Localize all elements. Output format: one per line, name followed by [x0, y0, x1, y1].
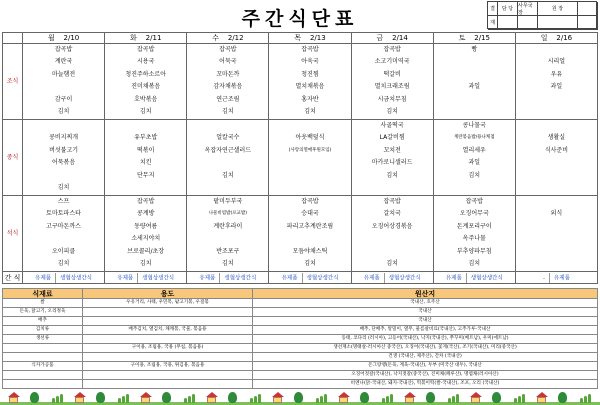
snack-item: 생협상생간식	[142, 275, 175, 281]
menu-item: 마늘햄전	[51, 70, 76, 78]
menu-item: 우유	[550, 70, 563, 78]
approval-sign	[498, 16, 518, 30]
approval-manager: 사무국장	[518, 2, 538, 16]
origin-source: 비엔나(닭-국내산, 돼지-국내산), 떡볶이떡(쌀-국내산), 조포, 오리 (국내산)	[253, 380, 598, 389]
origin-usage	[83, 353, 253, 362]
grass-icon	[254, 396, 257, 403]
tree-icon	[294, 392, 303, 403]
origin-usage: 구이용, 조림용, 국용 (무침, 볶음용)	[83, 344, 253, 353]
grass-icon	[126, 394, 129, 403]
origin-usage	[83, 317, 253, 326]
snack-cell	[269, 272, 351, 284]
menu-item: 계란국	[54, 58, 73, 66]
menu-item: 옥주나물	[462, 235, 486, 243]
tree-icon	[228, 392, 237, 403]
grass-icon	[514, 398, 517, 403]
grass-icon	[522, 394, 525, 403]
origin-source: 돈그랑땡(돈육, 계육-국내산), 두부 (미국산 대두), 국내산	[253, 362, 598, 371]
snack-item: 생협상생간식	[388, 275, 421, 281]
origin-ingredient: 돈육, 닭고기, 오리정육	[3, 308, 83, 317]
origin-header-usage: 용도	[83, 289, 253, 299]
house-icon	[338, 392, 349, 402]
menu-item: 유부초밥	[134, 134, 158, 142]
grass-icon	[382, 398, 385, 403]
grass-icon	[588, 394, 591, 403]
house-icon	[536, 392, 547, 402]
menu-item: 김치	[139, 107, 152, 115]
dinner-cell	[105, 196, 187, 272]
approval-sign	[578, 16, 598, 30]
origin-ingredient: 김치류	[3, 326, 83, 335]
day-header: 토 2/15	[433, 33, 515, 44]
menu-item: 콩나물국	[462, 122, 486, 129]
origin-ingredient	[3, 344, 83, 353]
snack-item: 생협상생간식	[470, 275, 503, 281]
menu-item	[516, 157, 597, 169]
menu-item: 모듬야채스틱	[292, 247, 328, 255]
menu-item	[269, 182, 350, 194]
origin-row	[3, 344, 598, 353]
menu-item: 떡갈비	[383, 70, 401, 78]
origin-header-row	[3, 289, 598, 299]
tree-icon	[492, 392, 501, 403]
menu-item: 마카로니샐러드	[371, 159, 413, 167]
menu-item	[269, 233, 350, 245]
decorative-village-strip	[0, 381, 600, 405]
dinner-cell	[23, 196, 105, 272]
menu-item: 김치	[304, 259, 316, 267]
menu-item: 시금치무침	[377, 95, 407, 103]
origin-usage: 배추김치, 열김치, 채깨볶, 국물, 볶음용	[83, 326, 253, 335]
menu-table	[2, 32, 598, 284]
menu-item: 김치	[468, 259, 481, 267]
menu-item: 고구마돈까스	[46, 222, 81, 230]
origin-row	[3, 299, 598, 308]
origin-row	[3, 308, 598, 317]
menu-item: 김치	[222, 259, 234, 267]
snack-divider	[55, 273, 56, 283]
menu-item: 감자채볶음	[213, 83, 243, 91]
menu-item	[23, 170, 104, 182]
origin-ingredient: 식자가공품	[3, 362, 83, 371]
menu-item	[516, 44, 597, 56]
dinner-cell	[433, 196, 515, 272]
menu-item: 계란후라이	[213, 222, 243, 230]
grass-icon	[56, 396, 59, 403]
origin-source: 생선재소(명태살-러시아산 중국산), 오징어(국내산), 꽃게(국산), 조기(국내산), 미리(중국산)	[253, 344, 598, 353]
menu-item: LA갈비찜	[379, 134, 405, 142]
snack-item: 유제품	[117, 275, 134, 281]
approval-extra	[578, 2, 598, 16]
grass-icon	[122, 396, 125, 403]
house-icon	[272, 392, 283, 402]
snack-divider	[384, 273, 385, 283]
menu-item	[187, 182, 268, 194]
menu-item: 홍자반	[301, 95, 319, 103]
snack-item: 유제품	[199, 275, 216, 281]
menu-item: 진미채볶음	[131, 83, 161, 91]
menu-item	[516, 170, 597, 182]
lunch-cell	[433, 120, 515, 196]
menu-item: 돈계포리구이	[456, 222, 492, 230]
menu-item	[516, 246, 597, 258]
menu-item: 떡볶이	[137, 146, 155, 154]
house-icon	[8, 392, 19, 402]
day-header: 목 2/13	[269, 33, 351, 44]
snack-divider	[302, 273, 303, 283]
origin-usage: 우유거리, 사태, 우민복, 팥고기볶, 우질볶	[83, 299, 253, 308]
meal-label-lunch: 중식	[3, 120, 23, 196]
menu-item: 김치	[57, 107, 70, 115]
menu-item: 브로콜리/초장	[127, 247, 165, 255]
menu-item: 단무지	[137, 171, 155, 179]
approval-box	[487, 1, 597, 29]
menu-item: 갈치국	[383, 210, 401, 218]
house-icon	[404, 392, 415, 402]
house-icon	[140, 392, 151, 402]
menu-item: 옥잡자연근샐러드	[204, 146, 252, 154]
grass-icon	[386, 396, 389, 403]
breakfast-cell	[269, 44, 351, 120]
menu-item: 파리고추계란조림	[286, 222, 334, 230]
menu-item: 콩계방	[137, 210, 155, 218]
menu-item: 잡곡밥	[54, 46, 73, 53]
menu-item: 김치	[222, 107, 234, 115]
snack-cell	[433, 272, 515, 284]
house-icon	[74, 392, 85, 402]
menu-item: 청진주하소르아	[125, 70, 166, 78]
grass-icon	[518, 396, 521, 403]
dinner-cell	[187, 196, 269, 272]
menu-item	[434, 69, 515, 81]
menu-item: 오이피클	[51, 247, 76, 255]
approval-label-2: 재	[488, 16, 498, 30]
menu-item: 동량여름	[134, 222, 158, 230]
menu-item: 과일	[468, 159, 481, 167]
grass-icon	[456, 394, 459, 403]
origin-source: 건생 (국내산, 제주산), 간차 (국내산)	[253, 353, 598, 362]
menu-item: 열리세우	[462, 146, 486, 154]
menu-item	[516, 120, 597, 132]
origin-usage	[83, 308, 253, 317]
meal-label-breakfast: 조식	[3, 44, 23, 120]
menu-item: 과일	[468, 83, 481, 91]
menu-item: 소고기미역국	[374, 58, 410, 66]
menu-item: 소세지야치	[131, 235, 161, 243]
dinner-cell	[515, 196, 597, 272]
lunch-cell	[187, 120, 269, 196]
menu-item: 나물비빔밥(포교밥)	[208, 211, 247, 217]
approval-staff: 담 당	[498, 2, 518, 16]
snack-row	[3, 272, 598, 284]
origin-usage: 구이용, 조림용, 국용, 튀김용, 볶음용	[83, 362, 253, 371]
lunch-cell	[23, 120, 105, 196]
menu-item: 김치	[57, 259, 70, 267]
tree-icon	[360, 392, 369, 403]
menu-item: 반조포구	[216, 247, 240, 255]
origin-row	[3, 353, 598, 362]
menu-item	[23, 120, 104, 132]
grass-icon	[52, 398, 55, 403]
menu-item	[105, 120, 186, 132]
lunch-cell	[105, 120, 187, 196]
snack-item: 생협상생간식	[306, 275, 339, 281]
menu-item: 김치	[386, 107, 398, 115]
menu-item: 김치	[386, 171, 398, 179]
menu-item: 승대국	[301, 210, 319, 218]
menu-item: 팥미두부국	[213, 198, 243, 205]
origin-usage	[83, 335, 253, 344]
snack-item: 유제품	[445, 275, 462, 281]
snack-item: 유제품	[35, 275, 52, 281]
snack-cell	[351, 272, 433, 284]
snack-divider	[549, 273, 550, 283]
menu-item	[187, 233, 268, 245]
snack-item: -	[542, 275, 545, 281]
menu-item: 외식	[550, 210, 563, 218]
origin-source: 국내산	[253, 317, 598, 326]
menu-item	[23, 233, 104, 245]
menu-item: 토마토파스타	[46, 210, 81, 218]
tree-icon	[162, 392, 171, 403]
menu-item	[23, 81, 104, 93]
grass-icon	[390, 394, 393, 403]
menu-item: 잡곡밥	[137, 46, 155, 53]
breakfast-cell	[105, 44, 187, 120]
origin-usage	[83, 371, 253, 380]
tree-icon	[30, 392, 39, 403]
menu-item	[352, 182, 433, 194]
menu-item: 시리얼	[547, 58, 566, 66]
menu-item: 김치	[57, 183, 70, 191]
grass-icon	[452, 396, 455, 403]
origin-source: 동태, 코다리 (러시아), 고등어(국내산), 낙지(국내산), 쭈꾸미(베트남), 우미(에트남)	[253, 335, 598, 344]
lunch-row	[3, 120, 598, 196]
meal-label-snack: 간 식	[3, 272, 23, 284]
menu-item	[269, 170, 350, 182]
menu-item: 식사준비	[544, 146, 569, 154]
menu-item	[516, 196, 597, 208]
lunch-cell	[515, 120, 597, 196]
menu-item: 치킨	[139, 159, 152, 167]
menu-item: 아웃백덮식	[295, 134, 325, 142]
menu-item: 시용국	[137, 58, 155, 66]
menu-item	[516, 233, 597, 245]
origin-row	[3, 326, 598, 335]
house-icon	[470, 392, 481, 402]
menu-item: 콩비지찌개	[49, 134, 79, 142]
menu-item	[187, 157, 268, 169]
day-header: 금 2/14	[351, 33, 433, 44]
origin-row	[3, 317, 598, 326]
origin-ingredient	[3, 353, 83, 362]
menu-item: 계란볶음밥/용나케첩	[453, 135, 495, 141]
lunch-cell	[269, 120, 351, 196]
menu-item: 멸치채볶음	[295, 83, 325, 91]
snack-item: 유제품	[281, 275, 298, 281]
menu-item: 김치	[386, 259, 398, 267]
menu-item: 얼칼국수	[216, 134, 240, 142]
snack-item: 유제품	[363, 275, 380, 281]
menu-item: 부추양파무침	[456, 247, 492, 255]
menu-item: (사랑의열매후원모임)	[288, 147, 332, 153]
origin-ingredient: 생선류	[3, 335, 83, 344]
origin-source: 오징어젓갈(국내산), 낙지젓갈(중국산), 진미채(페루산), 명엽채(러시아산)	[253, 371, 598, 380]
grass-icon	[258, 394, 261, 403]
breakfast-cell	[515, 44, 597, 120]
menu-item: 김치	[468, 171, 481, 179]
menu-item: 버섯불고기	[49, 146, 79, 154]
grass-icon	[250, 398, 253, 403]
dinner-cell	[269, 196, 351, 272]
menu-item: 잡곡밥	[137, 198, 155, 205]
lunch-cell	[351, 120, 433, 196]
menu-item: 청진찜	[301, 70, 319, 78]
grass-icon	[580, 398, 583, 403]
menu-item: 과일	[550, 83, 563, 91]
origin-row	[3, 335, 598, 344]
origin-row	[3, 371, 598, 380]
breakfast-row	[3, 44, 598, 120]
breakfast-cell	[433, 44, 515, 120]
snack-cell	[187, 272, 269, 284]
snack-divider	[466, 273, 467, 283]
tree-icon	[96, 392, 105, 403]
menu-item: 김치	[304, 107, 316, 115]
menu-item: 잡곡밥	[219, 46, 237, 53]
origin-source: 국내산	[253, 308, 598, 317]
menu-item	[516, 258, 597, 270]
snack-cell	[23, 272, 105, 284]
breakfast-cell	[351, 44, 433, 120]
snack-item: 생협상생간식	[224, 275, 257, 281]
snack-divider	[137, 273, 138, 283]
menu-item: 어묵국	[219, 58, 237, 66]
origin-ingredient: 배추	[3, 317, 83, 326]
page-title: 주간식단표	[241, 8, 359, 30]
origin-table	[2, 288, 598, 389]
tree-icon	[426, 392, 435, 403]
origin-source: 배추, 단배추, 알밀이, 열무, 물름살비료(국내산), 고추가루-국내산	[253, 326, 598, 335]
menu-item: 오징어무국	[459, 210, 489, 218]
origin-source: 국내산, 호주산	[253, 299, 598, 308]
grass-icon	[324, 394, 327, 403]
snack-divider	[219, 273, 220, 283]
approval-label: 결	[488, 2, 498, 16]
menu-item: 김치	[139, 259, 152, 267]
menu-item	[187, 120, 268, 132]
origin-ingredient	[3, 371, 83, 380]
menu-item: 사골떡국	[380, 122, 404, 129]
origin-ingredient: 쌀	[3, 299, 83, 308]
breakfast-cell	[187, 44, 269, 120]
menu-item	[105, 182, 186, 194]
menu-item: 꼬치전	[383, 146, 401, 154]
grass-icon	[316, 398, 319, 403]
day-header: 일 2/16	[515, 33, 597, 44]
menu-item: 잡곡밥	[301, 198, 319, 205]
grass-icon	[320, 396, 323, 403]
menu-item: 잡곡밥	[383, 46, 401, 53]
menu-item	[434, 182, 515, 194]
dinner-row	[3, 196, 598, 272]
approval-sign	[538, 16, 578, 30]
menu-item: 김치	[222, 171, 234, 179]
origin-header-origin: 원산지	[253, 289, 598, 299]
menu-item	[352, 233, 433, 245]
menu-item: 감구이	[54, 95, 73, 103]
day-header: 화 2/11	[105, 33, 187, 44]
menu-item: 아욱국	[301, 58, 319, 66]
menu-item: 빵	[471, 46, 478, 53]
menu-item: 오징어상경볶음	[371, 222, 413, 230]
menu-item: 꼬마돈까	[216, 70, 240, 78]
approval-sign	[518, 16, 538, 30]
dinner-cell	[351, 196, 433, 272]
menu-item	[516, 94, 597, 106]
corner-cell	[3, 33, 23, 44]
snack-item: 유제품	[553, 275, 570, 281]
menu-item: 잡곡밥	[301, 46, 319, 53]
meal-label-dinner: 석식	[3, 196, 23, 272]
snack-cell	[515, 272, 597, 284]
grass-icon	[584, 396, 587, 403]
tree-icon	[558, 392, 567, 403]
menu-item	[434, 56, 515, 68]
grass-icon	[118, 398, 121, 403]
menu-item: 스프	[57, 198, 70, 205]
breakfast-cell	[23, 44, 105, 120]
menu-item	[516, 106, 597, 118]
snack-item: 생협상생간식	[60, 275, 92, 281]
approval-director: 원 장	[538, 2, 578, 16]
menu-item: 멸치크래조림	[374, 83, 410, 91]
menu-item	[434, 106, 515, 118]
house-icon	[206, 392, 217, 402]
menu-item: 어묵볶음	[51, 159, 76, 167]
snack-cell	[105, 272, 187, 284]
menu-item	[269, 120, 350, 132]
day-header-row	[3, 33, 598, 44]
origin-header-ingredient: 식재료	[3, 289, 83, 299]
grass-icon	[448, 398, 451, 403]
menu-item: 생활실	[547, 134, 566, 142]
origin-row	[3, 362, 598, 371]
menu-item	[516, 182, 597, 194]
menu-item	[352, 246, 433, 258]
menu-item: 잡곡밥	[383, 198, 401, 205]
day-header: 수 2/12	[187, 33, 269, 44]
grass-icon	[192, 394, 195, 403]
menu-item: 호박볶음	[134, 95, 158, 103]
menu-item: 잡곡밥	[465, 198, 483, 205]
menu-item: 연근조림	[216, 95, 240, 103]
menu-item	[516, 221, 597, 233]
menu-item	[434, 94, 515, 106]
menu-item	[269, 157, 350, 169]
grass-icon	[60, 394, 63, 403]
day-header: 월 2/10	[23, 33, 105, 44]
grass-icon	[184, 398, 187, 403]
grass-icon	[188, 396, 191, 403]
